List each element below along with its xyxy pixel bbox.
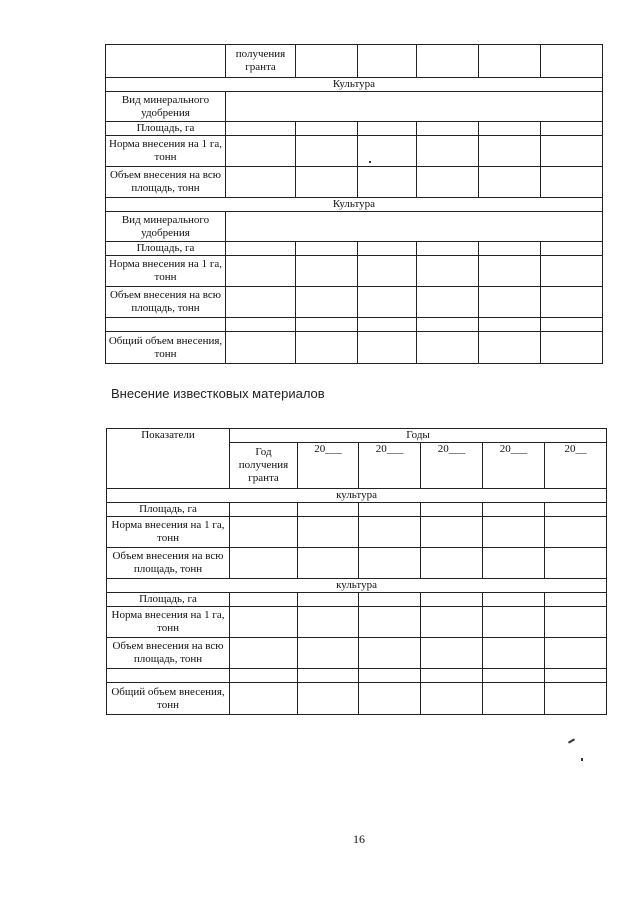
scan-speck [568, 738, 575, 743]
header-cell [541, 45, 603, 78]
header-years: Годы [230, 429, 607, 443]
row-label: Норма внесения на 1 га, тонн [106, 256, 226, 287]
row-label: Вид минерального удобрения [106, 92, 226, 122]
table-row [106, 242, 603, 256]
row-label: Площадь, га [106, 242, 226, 256]
header-cell [358, 45, 417, 78]
row-label: Площадь, га [107, 503, 230, 517]
mineral-fertilizer-table [105, 44, 603, 364]
row-label: Объем внесения на всю площадь, тонн [107, 638, 230, 669]
total-label: Общий объем внесения, тонн [107, 683, 230, 715]
table-header-row [107, 429, 607, 443]
section-title: Культура [106, 198, 603, 212]
table-row [106, 92, 603, 122]
section-row [107, 489, 607, 503]
table-row [107, 517, 607, 548]
table-header-row [106, 45, 603, 78]
fertilizer-type-cell [226, 92, 603, 122]
scan-speck [581, 758, 583, 761]
row-label: Площадь, га [107, 593, 230, 607]
total-row [106, 332, 603, 364]
table-row [106, 136, 603, 167]
header-indicators: Показатели [107, 429, 230, 489]
section-heading: Внесение известковых материалов [111, 386, 325, 401]
table-row [107, 607, 607, 638]
row-label: Норма внесения на 1 га, тонн [106, 136, 226, 167]
table-row [107, 638, 607, 669]
table-row [106, 122, 603, 136]
row-label: Норма внесения на 1 га, тонн [107, 607, 230, 638]
row-label: Объем внесения на всю площадь, тонн [106, 167, 226, 198]
header-cell-empty [106, 45, 226, 78]
table-row-empty [107, 669, 607, 683]
section-title: культура [107, 579, 607, 593]
section-title: культура [107, 489, 607, 503]
table-row [106, 212, 603, 242]
header-year: 20___ [298, 443, 359, 489]
section-row [107, 579, 607, 593]
scan-speck [369, 161, 371, 163]
header-year: 20___ [421, 443, 483, 489]
table-row [106, 256, 603, 287]
lime-materials-table [106, 428, 607, 715]
page-number: 16 [353, 832, 365, 846]
table-row-empty [106, 318, 603, 332]
header-grant-year: Год получения гранта [230, 443, 298, 489]
header-cell [417, 45, 479, 78]
table-row [106, 167, 603, 198]
section-row [106, 78, 603, 92]
table-row [106, 287, 603, 318]
header-cell [296, 45, 358, 78]
total-row [107, 683, 607, 715]
header-cell [479, 45, 541, 78]
row-label: Объем внесения на всю площадь, тонн [106, 287, 226, 318]
section-row [106, 198, 603, 212]
row-label: Объем внесения на всю площадь, тонн [107, 548, 230, 579]
row-label: Площадь, га [106, 122, 226, 136]
header-year: 20__ [545, 443, 607, 489]
section-title: Культура [106, 78, 603, 92]
table-row [107, 593, 607, 607]
table-row [107, 503, 607, 517]
header-year: 20___ [483, 443, 545, 489]
header-grant-year-cont: получения гранта [226, 45, 296, 78]
row-label: Вид минерального удобрения [106, 212, 226, 242]
table-row [107, 548, 607, 579]
fertilizer-type-cell [226, 212, 603, 242]
total-label: Общий объем внесения, тонн [106, 332, 226, 364]
header-year: 20___ [359, 443, 421, 489]
row-label: Норма внесения на 1 га, тонн [107, 517, 230, 548]
